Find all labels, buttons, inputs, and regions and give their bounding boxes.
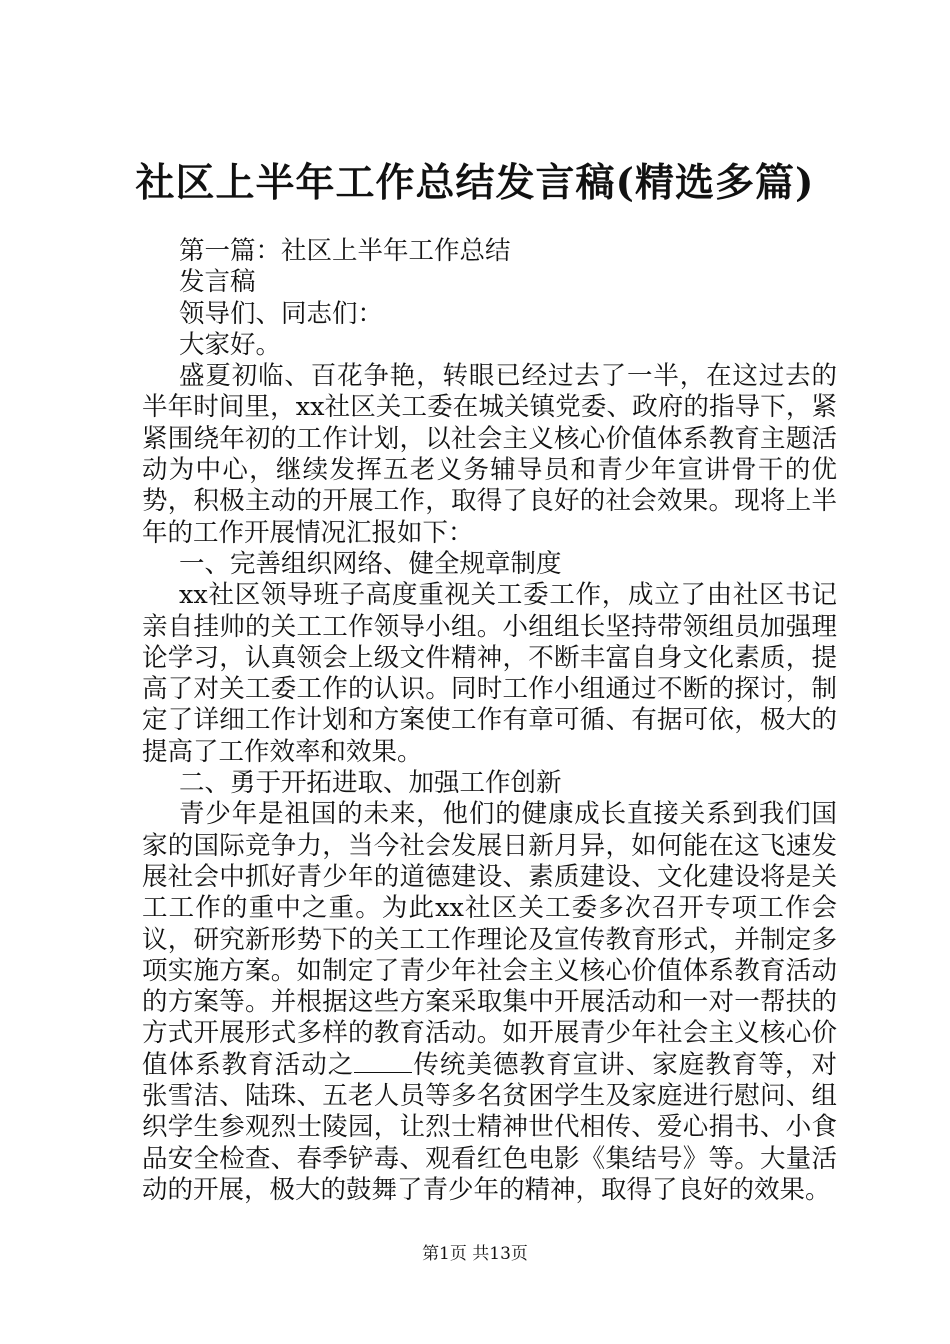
intro-paragraph: 盛夏初临、百花争艳，转眼已经过去了一半，在这过去的半年时间里，xx社区关工委在城关镇党委、政府的指导下，紧紧围绕年初的工作计划，以社会主义核心价值体系教育主题活动为中心，继续发挥五老义务辅导员和青少年宣讲骨干的优势，积极主动的开展工作，取得了良好的社会效果。现将上半年的工作开展情况汇报如下： (142, 361, 837, 548)
page-footer: 第1页 共13页 (422, 1244, 528, 1264)
salutation: 领导们、同志们： (179, 298, 384, 329)
blank-underline (354, 1052, 412, 1073)
section2-heading: 二、勇于开拓进取、加强工作创新 (179, 768, 562, 799)
greeting: 大家好。 (179, 329, 282, 360)
article-heading-line1: 第一篇：社区上半年工作总结 (179, 236, 511, 266)
document-body (142, 236, 837, 1206)
section1-paragraph: xx社区领导班子高度重视关工委工作，成立了由社区书记亲自挂帅的关工工作领导小组。小组组长坚持带领组员加强理论学习，认真领会上级文件精神，不断丰富自身文化素质，提高了对关工委工作的认识。同时工作小组通过不断的探讨，制定了详细工作计划和方案使工作有章可循、有据可依，极大的提高了工作效率和效果。 (142, 580, 837, 767)
document-title: 社区上半年工作总结发言稿(精选多篇) (135, 160, 815, 206)
section1-heading: 一、完善组织网络、健全规章制度 (179, 548, 562, 579)
article-heading-line2: 发言稿 (179, 267, 256, 298)
section2-paragraph-part1: 青少年是祖国的未来，他们的健康成长直接关系到我们国家的国际竞争力，当今社会发展日新月异，如何能在这飞速发展社会中抓好青少年的道德建设、素质建设、文化建设将是关工工作的重中之重。为此xx社区关工委多次召开专项工作会议，研究新形势下的关工工作理论及宣传教育形式，并制定多项实施方案。如制定了青少年社会主义核心价值体系教育活动的方案等。并根据这些方案采取集中开展活动和一对一帮扶的方式开展形式多样的教育活动。如开展青少年社会主义核心价值体系教育活动之 (142, 799, 837, 1080)
section2-paragraph-part2: 传统美德教育宣讲、家庭教育等，对张雪洁、陆珠、五老人员等多名贫困学生及家庭进行慰问、组织学生参观烈士陵园，让烈士精神世代相传、爱心捐书、小食品安全检查、春季铲毒、观看红色电影《集结号》等。大量活动的开展，极大的鼓舞了青少年的精神，取得了良好的效果。 (142, 1049, 837, 1205)
section2-paragraph (142, 799, 837, 1206)
